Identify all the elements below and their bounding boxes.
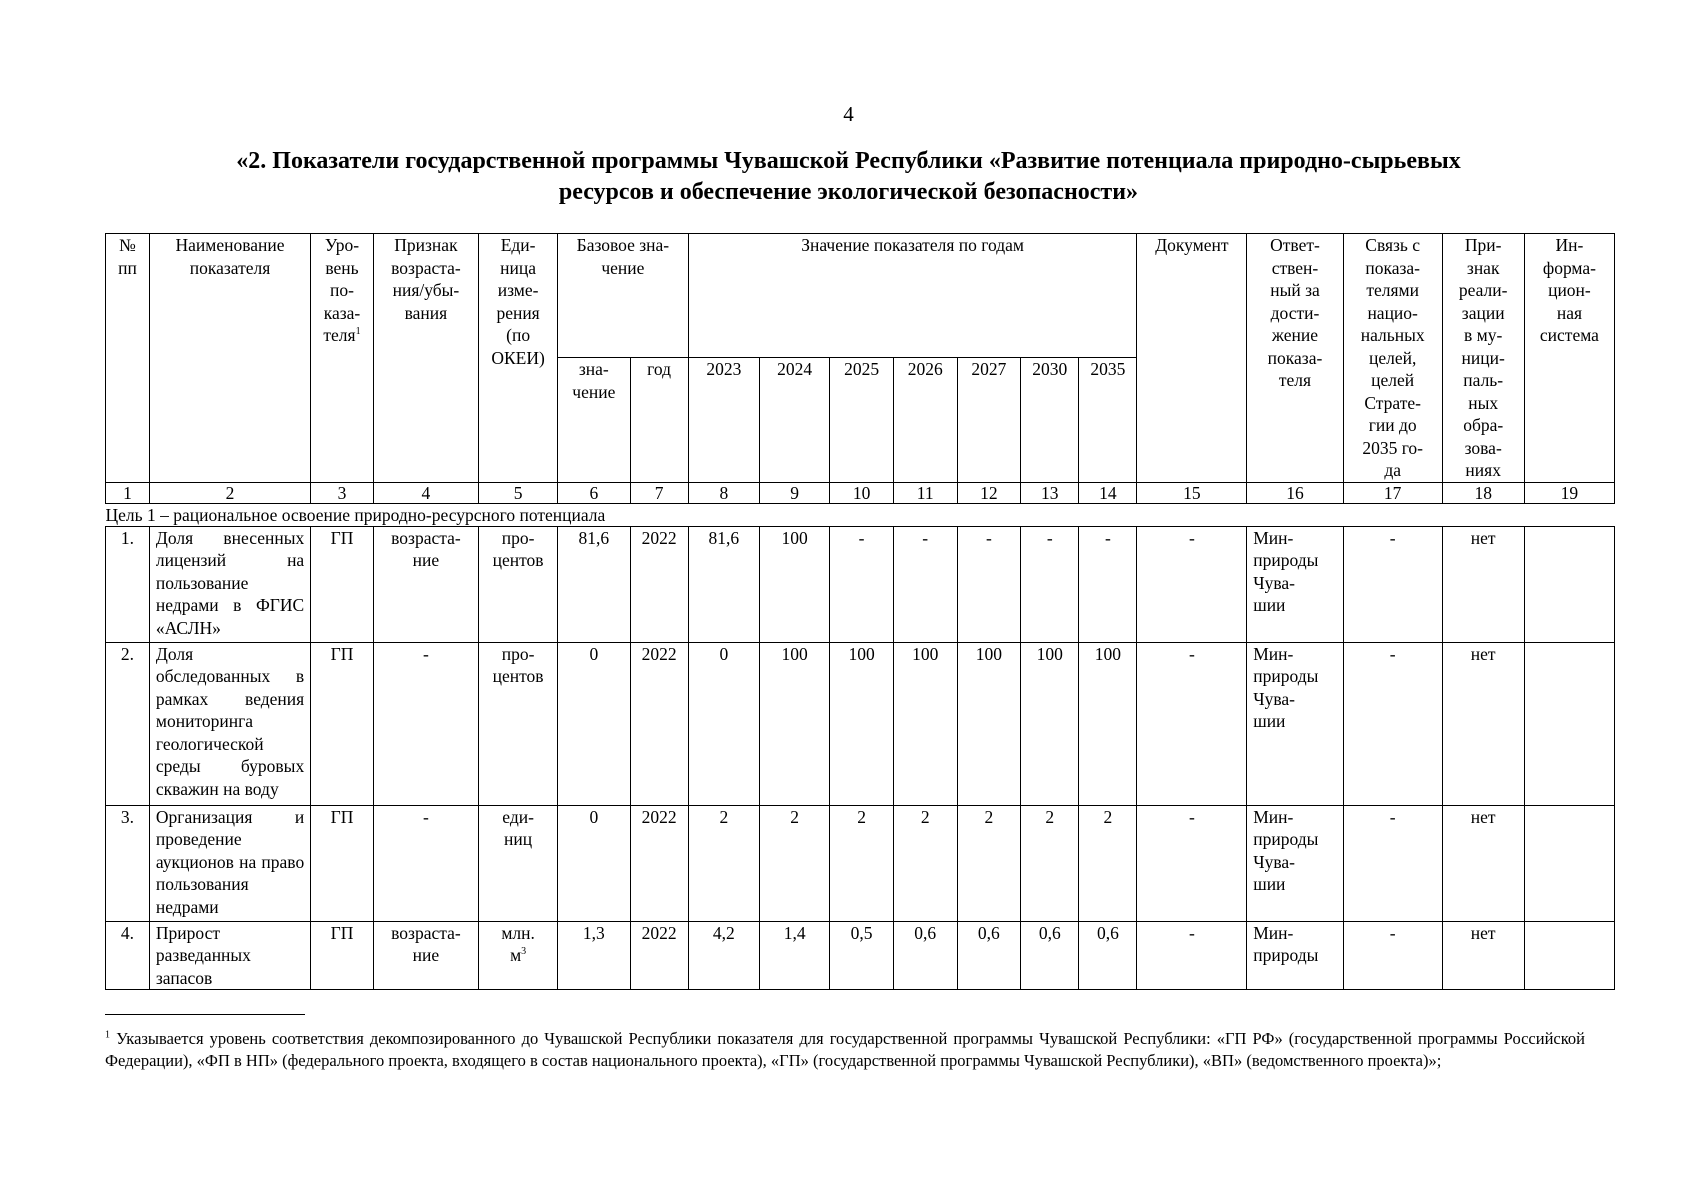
year-value: - [893, 526, 957, 642]
link-cell: - [1343, 642, 1442, 805]
column-number: 14 [1079, 482, 1137, 503]
infosys-cell [1524, 805, 1614, 921]
municipal-cell: нет [1442, 526, 1524, 642]
base-year: 2022 [630, 642, 688, 805]
header-municipal: При- знак реали- зации в му- ници- паль- ных обра- зова- ниях [1442, 234, 1524, 483]
year-value: 1,4 [760, 921, 830, 990]
year-value: 81,6 [688, 526, 759, 642]
base-year: 2022 [630, 805, 688, 921]
header-link: Связь с показа- телями нацио- нальных целей, целей Страте- гии до 2035 го- да [1343, 234, 1442, 483]
year-value: 100 [1079, 642, 1137, 805]
indicator-unit [479, 526, 558, 642]
column-number: 12 [957, 482, 1021, 503]
indicator-name: Доля обследованных в рамках ведения мониторинга геологической среды буровых скважин на воду [149, 642, 310, 805]
indicator-name: Организация и проведение аукционов на право пользования недрами [149, 805, 310, 921]
year-value: 2 [957, 805, 1021, 921]
column-number: 7 [630, 482, 688, 503]
year-value: 0,6 [1021, 921, 1079, 990]
indicator-name: Прирост разведанных запасов [149, 921, 310, 990]
base-value: 81,6 [558, 526, 630, 642]
row-number: 1. [106, 526, 150, 642]
year-value: 0,6 [957, 921, 1021, 990]
base-year: 2022 [630, 526, 688, 642]
link-cell: - [1343, 921, 1442, 990]
infosys-cell [1524, 526, 1614, 642]
column-number: 4 [373, 482, 478, 503]
table-row [106, 642, 1615, 805]
column-number: 5 [479, 482, 558, 503]
responsible-cell: Мин- природы Чува- шии [1247, 526, 1344, 642]
header-year: 2030 [1021, 358, 1079, 482]
base-value: 0 [558, 642, 630, 805]
year-value: 2 [830, 805, 894, 921]
row-number: 4. [106, 921, 150, 990]
year-value: 2 [1079, 805, 1137, 921]
year-value: - [1079, 526, 1137, 642]
header-year: 2023 [688, 358, 759, 482]
header-year: 2025 [830, 358, 894, 482]
column-number-row [106, 482, 1615, 503]
document-cell: - [1137, 921, 1247, 990]
row-number: 2. [106, 642, 150, 805]
year-value: 0,6 [1079, 921, 1137, 990]
year-value: 2 [688, 805, 759, 921]
year-value: 100 [760, 526, 830, 642]
header-base: Базовое зна- чение [558, 234, 689, 358]
footnote-ref: 1 [355, 326, 361, 338]
year-value: 0,6 [893, 921, 957, 990]
year-value: 2 [760, 805, 830, 921]
header-responsible: Ответ- ствен- ный за дости- жение показа- теля [1247, 234, 1344, 483]
link-cell: - [1343, 805, 1442, 921]
year-value: - [1021, 526, 1079, 642]
municipal-cell: нет [1442, 642, 1524, 805]
header-document: Документ [1137, 234, 1247, 483]
unit-text: млн. м [501, 922, 535, 965]
goal-text: Цель 1 – рациональное освоение природно-ресурсного потенциала [106, 503, 1615, 526]
column-number: 1 [106, 482, 150, 503]
indicator-level: ГП [311, 921, 374, 990]
year-value: - [830, 526, 894, 642]
indicator-name: Доля внесенных лицензий на пользование недрами в ФГИС «АСЛН» [149, 526, 310, 642]
indicators-table [105, 233, 1615, 990]
base-value: 1,3 [558, 921, 630, 990]
unit-text: еди- ниц [502, 806, 534, 849]
municipal-cell: нет [1442, 805, 1524, 921]
header-year: 2027 [957, 358, 1021, 482]
unit-text: про- центов [492, 527, 544, 570]
column-number: 17 [1343, 482, 1442, 503]
indicator-level: ГП [311, 526, 374, 642]
indicator-sign: - [373, 642, 478, 805]
goal-row [106, 503, 1615, 526]
column-number: 8 [688, 482, 759, 503]
indicator-unit [479, 642, 558, 805]
year-value: 0,5 [830, 921, 894, 990]
responsible-cell: Мин- природы [1247, 921, 1344, 990]
column-number: 2 [149, 482, 310, 503]
infosys-cell [1524, 921, 1614, 990]
unit-text: про- центов [492, 643, 544, 686]
header-row-1 [106, 234, 1615, 358]
footnote-text: Указывается уровень соответствия декомпозированного до Чувашской Республики показателя для государственной программы Чувашской Республики: «ГП РФ» (государственной программы Российской Федерации), «ФП в НП» (федерального проекта, входящего в состав национального проекта), «ГП» (государственной программы Чувашской Республики), «ВП» (ведомственного проекта)»; [105, 1029, 1585, 1070]
title-line-2: ресурсов и обеспечение экологической безопасности» [558, 179, 1139, 205]
base-year: 2022 [630, 921, 688, 990]
indicator-unit [479, 805, 558, 921]
link-cell: - [1343, 526, 1442, 642]
year-value: 2 [1021, 805, 1079, 921]
footnote-divider [105, 1014, 305, 1015]
header-num: № пп [106, 234, 150, 483]
column-number: 16 [1247, 482, 1344, 503]
column-number: 10 [830, 482, 894, 503]
year-value: - [957, 526, 1021, 642]
column-number: 18 [1442, 482, 1524, 503]
column-number: 11 [893, 482, 957, 503]
indicator-sign: возраста- ние [373, 921, 478, 990]
document-cell: - [1137, 526, 1247, 642]
header-name: Наименование показателя [149, 234, 310, 483]
header-unit: Еди- ница изме- рения (по ОКЕИ) [479, 234, 558, 483]
header-level-text: Уро- вень по- каза- теля [323, 235, 361, 345]
indicator-level: ГП [311, 805, 374, 921]
column-number: 13 [1021, 482, 1079, 503]
column-number: 15 [1137, 482, 1247, 503]
year-value: 100 [830, 642, 894, 805]
header-sign: Признак возраста- ния/убы- вания [373, 234, 478, 483]
infosys-cell [1524, 642, 1614, 805]
table-row [106, 921, 1615, 990]
base-value: 0 [558, 805, 630, 921]
unit-superscript: 3 [521, 946, 527, 958]
header-infosys: Ин- форма- цион- ная система [1524, 234, 1614, 483]
column-number: 3 [311, 482, 374, 503]
page-number: 4 [843, 102, 854, 126]
header-year: 2026 [893, 358, 957, 482]
footnote [105, 1028, 1585, 1072]
table-row [106, 805, 1615, 921]
column-number: 19 [1524, 482, 1614, 503]
year-value: 2 [893, 805, 957, 921]
indicator-sign: возраста- ние [373, 526, 478, 642]
title-line-1: «2. Показатели государственной программы Чувашской Республики «Развитие потенциала природно-сырьевых [236, 148, 1461, 174]
document-cell: - [1137, 805, 1247, 921]
header-year: 2024 [760, 358, 830, 482]
year-value: 0 [688, 642, 759, 805]
header-years-group: Значение показателя по годам [688, 234, 1137, 358]
year-value: 100 [957, 642, 1021, 805]
header-base-value: зна- чение [558, 358, 630, 482]
column-number: 9 [760, 482, 830, 503]
municipal-cell: нет [1442, 921, 1524, 990]
year-value: 100 [893, 642, 957, 805]
indicator-sign: - [373, 805, 478, 921]
header-level [311, 234, 374, 483]
footnote-marker: 1 [105, 1029, 110, 1041]
document-cell: - [1137, 642, 1247, 805]
responsible-cell: Мин- природы Чува- шии [1247, 805, 1344, 921]
header-year: 2035 [1079, 358, 1137, 482]
indicator-level: ГП [311, 642, 374, 805]
responsible-cell: Мин- природы Чува- шии [1247, 642, 1344, 805]
indicator-unit [479, 921, 558, 990]
year-value: 100 [1021, 642, 1079, 805]
header-base-year: год [630, 358, 688, 482]
page-title [0, 146, 1697, 208]
column-number: 6 [558, 482, 630, 503]
table-row [106, 526, 1615, 642]
year-value: 100 [760, 642, 830, 805]
year-value: 4,2 [688, 921, 759, 990]
row-number: 3. [106, 805, 150, 921]
